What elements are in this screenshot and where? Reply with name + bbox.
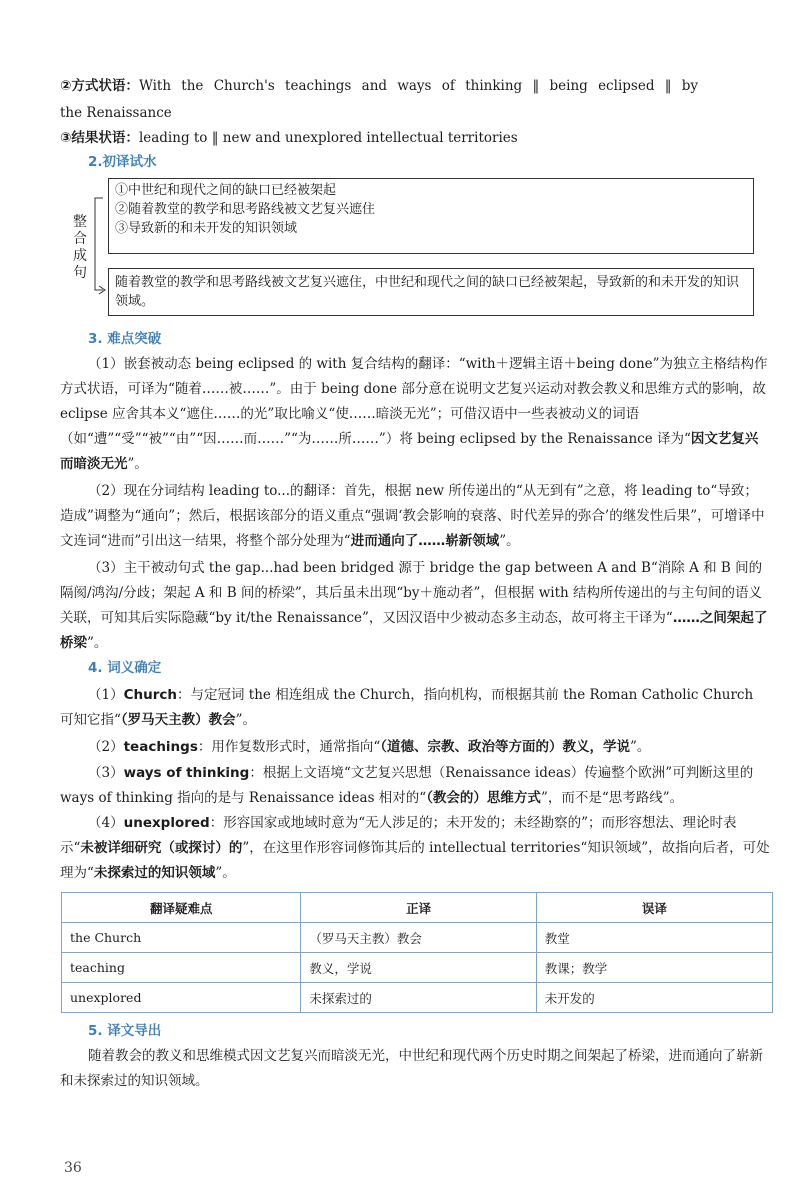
section-4-heading: 4. 词义确定 — [88, 660, 162, 676]
column-header: 正译 — [301, 893, 536, 923]
section-2-heading: 2.初译试水 — [88, 154, 157, 170]
p-term: ways of thinking — [123, 765, 250, 781]
table-cell: 教义，学说 — [301, 953, 536, 983]
page-number: 36 — [64, 1160, 82, 1176]
draft-item: ②随着教堂的教学和思考路线被文艺复兴遮住 — [115, 202, 376, 217]
difficulty-paragraph-2 — [60, 479, 770, 554]
p-text: ：根据上文语境“文艺复兴思想（Renaissance ideas）传遍整个欧洲”可判断这里的 ways of thinking 指向的是与 Renaissance ideas 相对的“ — [60, 765, 754, 806]
adverbial-result-line — [60, 128, 518, 148]
draft-item: ①中世纪和现代之间的缺口已经被架起 — [115, 183, 337, 198]
meaning-paragraph-2 — [60, 735, 770, 760]
vlabel-char: 成 — [73, 248, 87, 264]
p-text: ：用作复数形式时，通常指向“ — [197, 739, 381, 755]
final-translation: 随着教会的教义和思维模式因文艺复兴而暗淡无光，中世纪和现代两个历史时期之间架起了桥梁，进而通向了崭新和未探索过的知识领域。 — [60, 1048, 763, 1089]
p-bold: （道德、宗教、政治等方面的）教义，学说 — [380, 739, 631, 755]
p-text: ”。 — [215, 865, 236, 881]
p-bold: （教会的）思维方式 — [426, 790, 541, 806]
combined-sentence-box: 随着教堂的教学和思考路线被文艺复兴遮住，中世纪和现代之间的缺口已经被架起，导致新的和未开发的知识领域。 — [108, 268, 754, 316]
adverbial-result-label: ③结果状语： — [60, 130, 139, 146]
section-5-heading: 5. 译文导出 — [88, 1023, 162, 1039]
meaning-paragraph-3 — [60, 761, 770, 811]
column-header: 误译 — [536, 893, 772, 923]
adverbial-manner-continuation: the Renaissance — [60, 105, 172, 121]
difficulty-paragraph-1 — [60, 352, 770, 477]
p-bold: 因文艺复兴而暗淡无光 — [60, 431, 759, 472]
table-header-row — [62, 893, 773, 923]
adverbial-manner-label: ②方式状语： — [60, 78, 139, 94]
p-num: （1） — [88, 687, 124, 703]
adverbial-manner-line — [60, 76, 770, 96]
p-text: （1）嵌套被动态 being eclipsed 的 with 复合结构的翻译：“with＋逻辑主语＋being done”为独立主格结构作方式状语，可译为“随着……被……”。由于 being done 部分意在说明文艺复兴运动对教会教义和思维方式的影响，故 eclipse 应舍其本义“遮住……的光”取比喻义“使……暗淡无光”；可借汉语中一些表被动义的词语（如“遭”“受”“被”“由”“因……而……”“为……所……”）将 being eclipsed by the Renaissance 译为“ — [60, 356, 768, 447]
bracket-arrow-icon — [85, 195, 110, 295]
table-cell: unexplored — [62, 983, 301, 1013]
p-text: （2）现在分词结构 leading to...的翻译：首先，根据 new 所传递出的“从无到有”之意，将 leading to“导致；造成”调整为“通向”；然后，根据该部分的语义重点“强调‘教会影响的衰落、时代差异的弥合’的继发性后果”，可增译中文连词“进而”引出这一结果，将整个部分处理为“ — [60, 483, 765, 549]
p-text: ”，而不是“思考路线”。 — [540, 790, 684, 806]
p-text: ”。 — [499, 533, 520, 549]
adverbial-result-text: leading to ‖ new and unexplored intellectual territories — [138, 130, 518, 146]
p-num: （3） — [88, 765, 124, 781]
meaning-paragraph-4 — [60, 811, 770, 886]
p-text: ：与定冠词 the 相连组成 the Church，指向机构，而根据其前 the Roman Catholic Church 可知它指“ — [60, 687, 754, 728]
table-cell: 教课；教学 — [536, 953, 772, 983]
translation-comparison-table — [61, 892, 773, 1013]
table-row — [62, 953, 773, 983]
adverbial-manner-text: With the Church's teachings and ways of thinking ‖ being eclipsed ‖ by — [138, 78, 699, 94]
table-row — [62, 983, 773, 1013]
p-bold: （罗马天主教）教会 — [120, 712, 236, 728]
p-bold: ……之间架起了桥梁 — [60, 610, 768, 651]
meaning-paragraph-1 — [60, 683, 770, 733]
table-row — [62, 923, 773, 953]
section-3-heading: 3. 难点突破 — [88, 331, 162, 347]
table-cell: the Church — [62, 923, 301, 953]
p-text: ”。 — [630, 739, 651, 755]
draft-item: ③导致新的和未开发的知识领域 — [115, 221, 298, 236]
p-text: ”，在这里作形容词修饰其后的 intellectual territories“知识领域”，故指向后者，可处理为“ — [60, 840, 770, 881]
p-bold: 未探索过的知识领域 — [93, 865, 216, 881]
table-cell: teaching — [62, 953, 301, 983]
p-text: （3）主干被动句式 the gap...had been bridged 源于 bridge the gap between A and B“消除 A 和 B 间的隔阂/鸿沟/分歧；架起 A 和 B 间的桥梁”，其后虽未出现“by＋施动者”，但根据 with 结构所传递出的与主句间的语义关联，可知其后实际隐藏“by it/the Renaissance”，又因汉语中少被动态多主动态，故可将主干译为“ — [60, 560, 763, 626]
difficulty-paragraph-3 — [60, 556, 770, 656]
table-cell: 未探索过的 — [301, 983, 536, 1013]
table-cell: （罗马天主教）教会 — [301, 923, 536, 953]
p-term: teachings — [123, 739, 198, 755]
vlabel-char: 句 — [73, 265, 87, 281]
table-cell: 未开发的 — [536, 983, 772, 1013]
table-cell: 教堂 — [536, 923, 772, 953]
p-text: ：形容国家或地域时意为“无人涉足的；未开发的；未经勘察的”；而形容想法、理论时表示“ — [60, 815, 737, 856]
p-bold: 进而通向了……崭新领域 — [350, 533, 500, 549]
p-num: （2） — [88, 739, 124, 755]
column-header: 翻译疑难点 — [62, 893, 301, 923]
p-text: ”。 — [127, 456, 148, 472]
p-term: Church — [123, 687, 177, 703]
p-text: ”。 — [235, 712, 257, 728]
p-bold: 未被详细研究（或探讨）的 — [80, 840, 243, 856]
vlabel-char: 合 — [73, 231, 87, 247]
vlabel-char: 整 — [73, 214, 87, 230]
draft-sentences-box — [108, 178, 754, 254]
p-term: unexplored — [123, 815, 210, 831]
p-text: ”。 — [87, 635, 108, 651]
p-num: （4） — [88, 815, 124, 831]
